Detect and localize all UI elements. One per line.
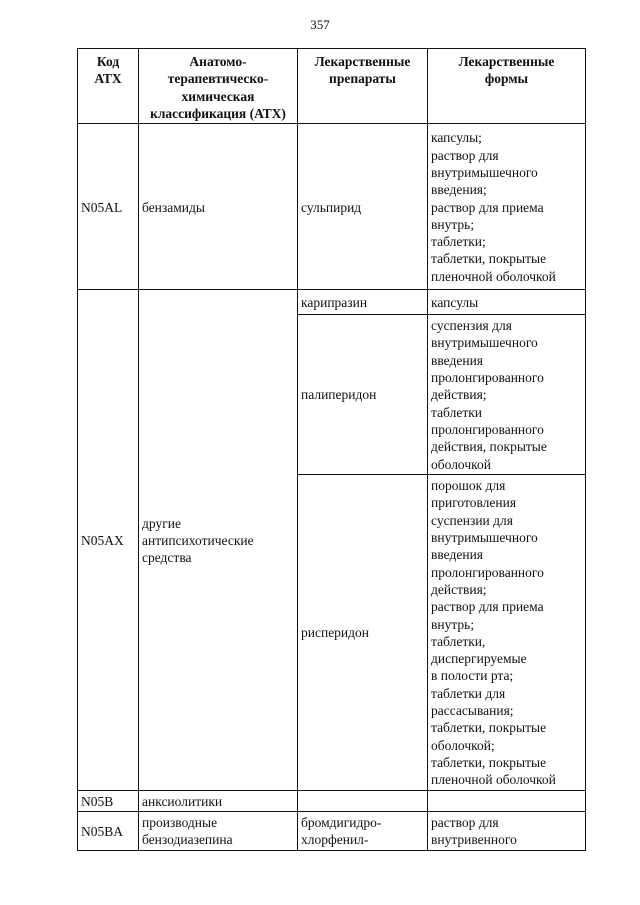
atx-table: [77, 48, 586, 851]
code-cell: N05AL: [78, 124, 139, 290]
classification-cell: анксиолитики: [139, 790, 298, 811]
classification-cell: другие антипсихотические средства: [139, 290, 298, 791]
header-forms: Лекарственные формы: [428, 49, 586, 124]
code-cell: N05AX: [78, 290, 139, 791]
drug-cell: сульпирид: [298, 124, 428, 290]
forms-cell: [428, 790, 586, 811]
drug-cell: [298, 790, 428, 811]
header-drugs: Лекарственные препараты: [298, 49, 428, 124]
classification-cell: бензамиды: [139, 124, 298, 290]
table-row-n05al: [78, 124, 586, 290]
code-cell: N05B: [78, 790, 139, 811]
drug-cell: бромдигидро- хлорфенил-: [298, 812, 428, 851]
page-number: 357: [310, 17, 330, 32]
code-cell: N05BA: [78, 812, 139, 851]
table-row-n05ax: [78, 290, 586, 315]
classification-cell: производные бензодиазепина: [139, 812, 298, 851]
table-row-n05b: [78, 790, 586, 811]
forms-cell: порошок для приготовления суспензии для внутримышечного введения пролонгированного действия; раствор для приема внутрь; таблетки, диспергируемые в полости рта; таблетки для рассасывания; таблетки, покрытые оболочкой; таблетки, покрытые пленочной оболочкой: [428, 474, 586, 790]
forms-cell: капсулы; раствор для внутримышечного введения; раствор для приема внутрь; таблетки; таблетки, покрытые пленочной оболочкой: [428, 124, 586, 290]
forms-cell: суспензия для внутримышечного введения пролонгированного действия; таблетки пролонгированного действия, покрытые оболочкой: [428, 315, 586, 475]
drug-cell: карипразин: [298, 290, 428, 315]
forms-cell: раствор для внутривенного: [428, 812, 586, 851]
header-classification: Анатомо- терапевтическо- химическая классификация (АТХ): [139, 49, 298, 124]
forms-cell: капсулы: [428, 290, 586, 315]
drug-cell: палиперидон: [298, 315, 428, 475]
table-header-row: [78, 49, 586, 124]
table-row-n05ba: [78, 812, 586, 851]
drug-cell: рисперидон: [298, 474, 428, 790]
header-code: Код АТХ: [78, 49, 139, 124]
